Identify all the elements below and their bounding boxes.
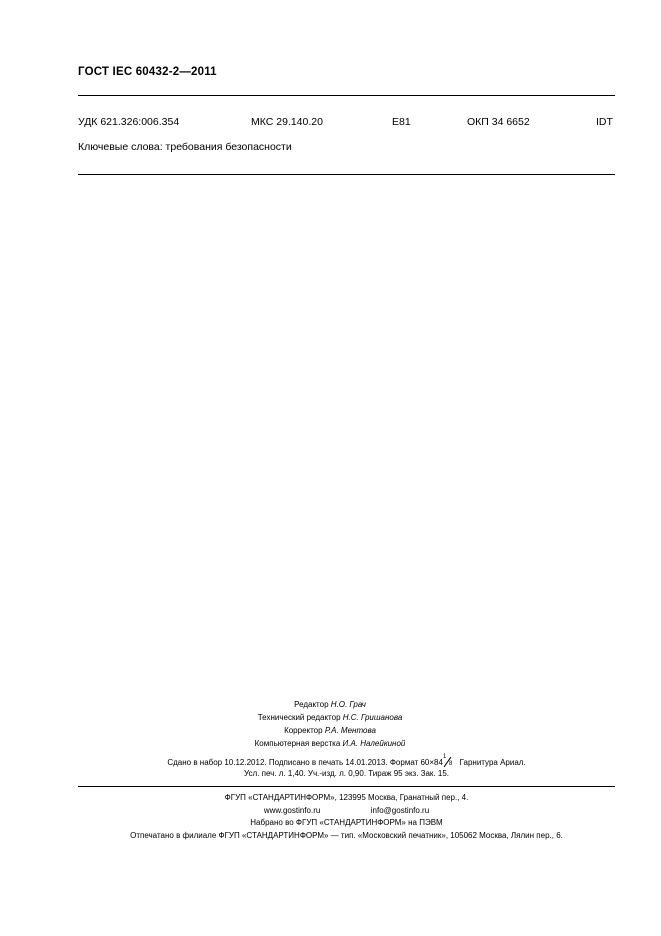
format-fraction bbox=[442, 754, 453, 767]
publisher-email: info@gostinfo.ru bbox=[370, 805, 430, 815]
udk-code: УДК 621.326:006.354 bbox=[78, 116, 180, 128]
tech-editor-label: Технический редактор bbox=[257, 713, 341, 722]
fraction-numerator: 1 bbox=[442, 754, 447, 760]
keywords-divider bbox=[78, 174, 615, 175]
print-info-text-a: Сдано в набор 10.12.2012. Подписано в печать 14.01.2013. Формат 60×84 bbox=[167, 758, 443, 767]
publisher-block bbox=[78, 792, 615, 842]
e-code: Е81 bbox=[392, 116, 411, 128]
publisher-divider bbox=[78, 786, 615, 787]
layout-label: Компьютерная верстка bbox=[254, 739, 341, 748]
layout-line bbox=[200, 737, 460, 750]
corrector-name: Р.А. Ментова bbox=[324, 726, 376, 735]
print-info-line-1 bbox=[78, 754, 615, 767]
corrector-line bbox=[200, 724, 460, 737]
corrector-label: Корректор bbox=[284, 726, 323, 735]
tech-editor-name: Н.С. Гришанова bbox=[342, 713, 403, 722]
printed-info: Отпечатано в филиале ФГУП «СТАНДАРТИНФОРМ» — тип. «Московский печатник», 105062 Москва, Лялин пер., 6. bbox=[130, 830, 563, 840]
keywords: Ключевые слова: требования безопасности bbox=[78, 141, 292, 153]
publisher-address: ФГУП «СТАНДАРТИНФОРМ», 123995 Москва, Гранатный пер., 4. bbox=[224, 793, 469, 802]
fraction-denominator: 8 bbox=[448, 761, 453, 767]
publisher-website: www.gostinfo.ru bbox=[263, 805, 321, 815]
standard-id: ГОСТ IEC 60432-2—2011 bbox=[78, 66, 217, 78]
idt-code: IDT bbox=[596, 116, 613, 128]
mks-code: МКС 29.140.20 bbox=[251, 116, 323, 128]
tech-editor-line bbox=[200, 711, 460, 724]
print-info-line-2: Усл. печ. л. 1,40. Уч.-изд. л. 0,90. Тираж 95 экз. Зак. 15. bbox=[244, 769, 449, 778]
layout-name: И.А. Налейкиной bbox=[342, 739, 406, 748]
credits-block bbox=[200, 698, 460, 750]
editor-name: Н.О. Грач bbox=[330, 700, 366, 709]
editor-line bbox=[200, 698, 460, 711]
print-info-text-b: Гарнитура Ариал. bbox=[452, 758, 526, 767]
okp-code: ОКП 34 6652 bbox=[467, 116, 530, 128]
typeset-info: Набрано во ФГУП «СТАНДАРТИНФОРМ» на ПЭВМ bbox=[250, 818, 443, 827]
publisher-contacts bbox=[78, 805, 615, 818]
top-divider bbox=[78, 95, 615, 96]
editor-label: Редактор bbox=[294, 700, 329, 709]
